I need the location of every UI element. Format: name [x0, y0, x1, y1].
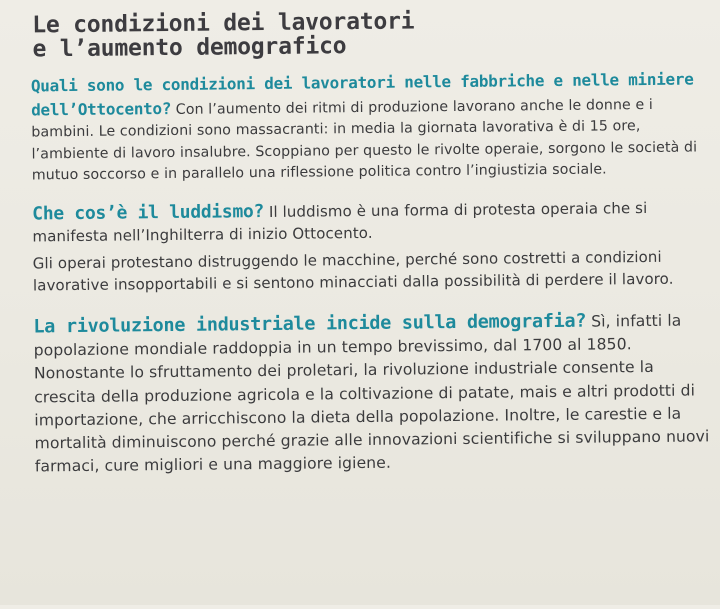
section-demography — [33, 308, 711, 478]
question-luddism: Che cos’è il luddismo? — [32, 200, 265, 225]
question-working-conditions: Quali sono le condizioni dei lavoratori nelle fabbriche e nelle miniere dell’Ottocento? — [30, 69, 694, 120]
section-luddism-detail — [33, 245, 709, 297]
answer-working-conditions: Con l’aumento dei ritmi di produzione lavorano anche le donne e i bambini. Le condizioni sono massacranti: in media la giornata lavorativa è di 15 ore, l’ambiente di lavoro insalubre. Scoppiano per questo le rivolte operaie, sorgono le società di mutuo soccorso e in parallelo una riflessione politica contro l’ingiustizia sociale. — [31, 96, 698, 184]
question-demography: La rivoluzione industriale incide sulla demografia? — [33, 310, 587, 338]
section-luddism — [32, 196, 708, 248]
page-title — [30, 6, 706, 61]
section-working-conditions — [31, 68, 708, 187]
answer-demography: Sì, infatti la popolazione mondiale raddoppia in un tempo brevissimo, dal 1700 al 1850. Nonostante lo sfruttamento dei proletari, la rivoluzione industriale consente la crescita della produzione agricola e la coltivazione di patate, mais e altri prodotti di importazione, che arricchiscono la dieta della popolazione. Inoltre, le carestie e la mortalità diminuiscono perché grazie alle innovazioni scientifiche si sviluppano nuovi farmaci, cure migliori e una maggiore igiene. — [33, 311, 710, 476]
answer-luddism-detail: Gli operai protestano distruggendo le macchine, perché sono costretti a condizioni lavorative insopportabili e si sentono minacciati dalla possibilità di perdere il lavoro. — [32, 247, 674, 295]
answer-luddism: Il luddismo è una forma di protesta operaia che si manifesta nell’Inghilterra di inizio Ottocento. — [32, 198, 648, 246]
title-line-2: e l’aumento demografico — [32, 33, 347, 63]
title-line-1: Le condizioni dei lavoratori — [32, 8, 415, 39]
